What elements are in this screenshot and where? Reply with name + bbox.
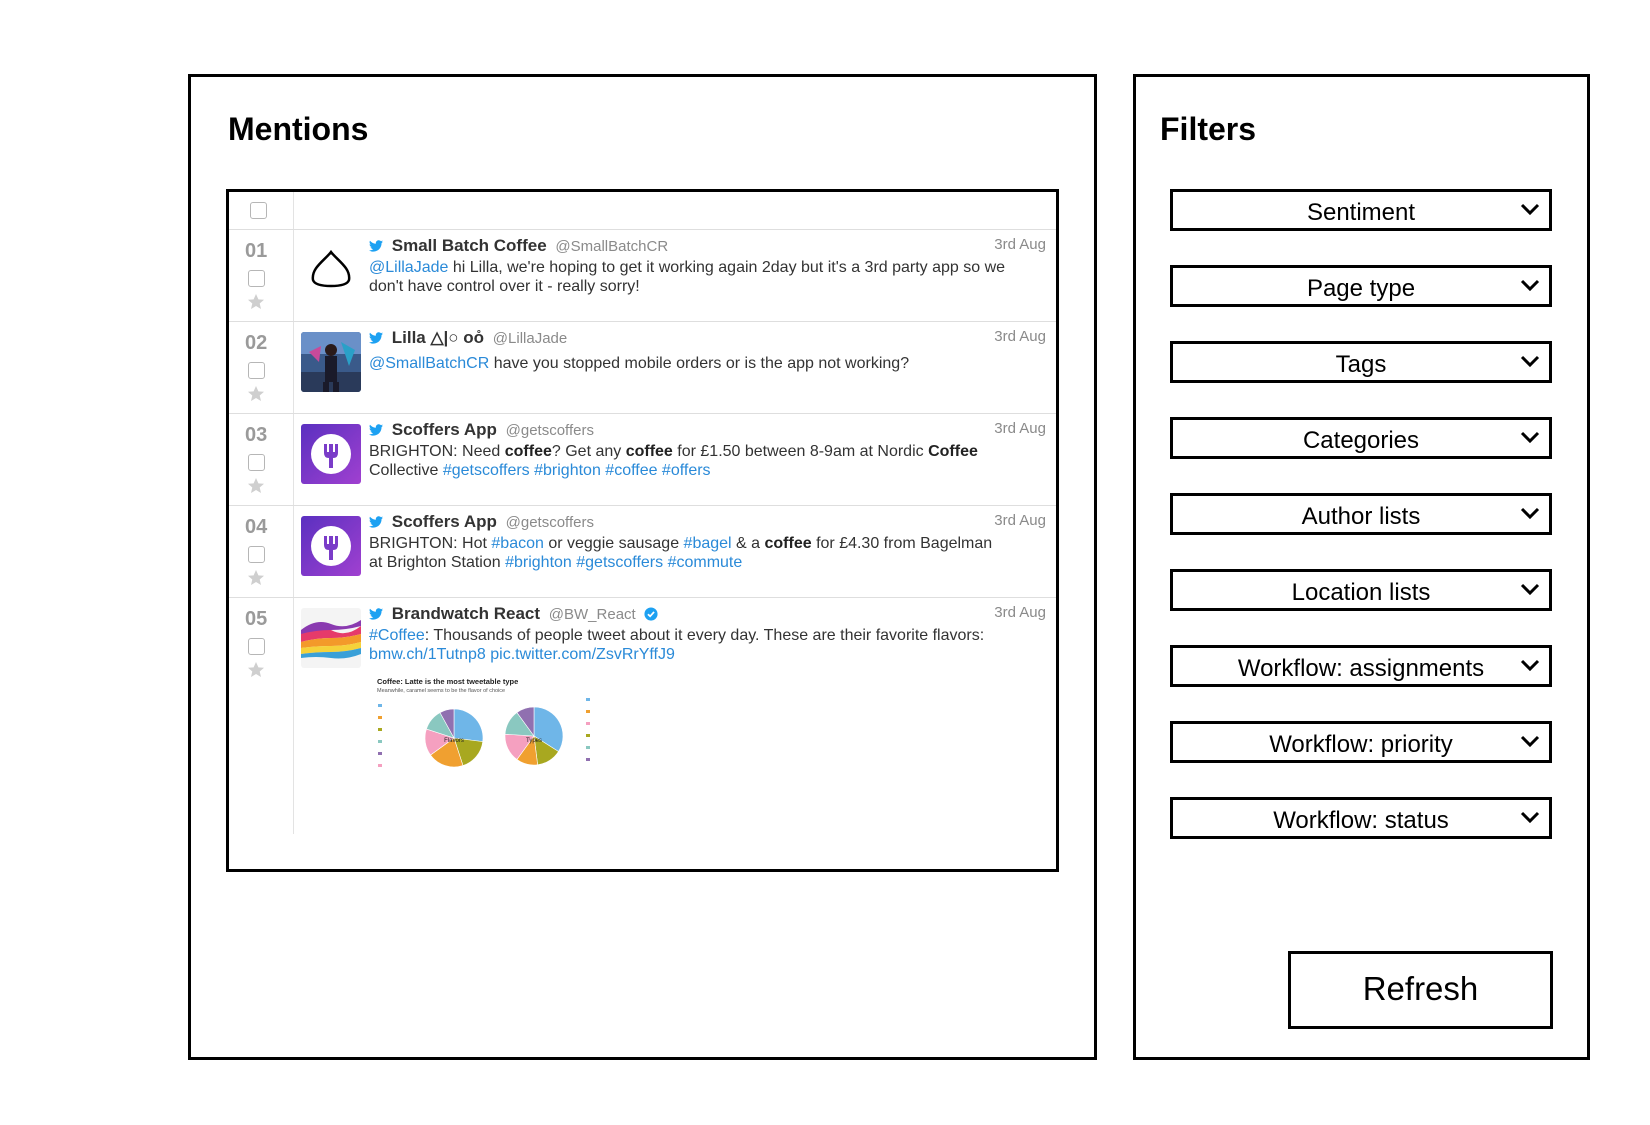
avatar — [301, 332, 361, 392]
author-lists-dropdown[interactable] — [1170, 493, 1552, 535]
mention-row[interactable] — [229, 414, 1056, 506]
tweet-fragment: for £1.50 between 8-9am at Nordic — [672, 443, 929, 460]
author-line — [369, 512, 594, 532]
chart-legend-right — [586, 698, 590, 761]
legend-swatch — [378, 728, 382, 731]
pie-slice — [454, 709, 483, 742]
legend-swatch — [586, 710, 590, 713]
row-number: 04 — [245, 516, 268, 538]
tweet-fragment: Collective — [369, 462, 443, 479]
select-all-checkbox[interactable] — [250, 202, 267, 219]
workflow-priority-dropdown[interactable] — [1170, 721, 1552, 763]
legend-swatch — [378, 752, 382, 755]
star-icon[interactable] — [246, 384, 266, 404]
tweet-fragment: & a — [731, 535, 765, 552]
mention-date: 3rd Aug — [994, 420, 1046, 437]
hashtag-link[interactable]: #bagel — [683, 535, 732, 552]
row-checkbox[interactable] — [248, 454, 265, 471]
twitter-bird-icon — [369, 608, 383, 620]
chevron-down-icon — [1519, 733, 1541, 749]
chevron-down-icon — [1519, 277, 1541, 293]
chart-subtitle: Meanwhile, caramel seems to be the flavor of choice — [377, 688, 506, 694]
filters-panel — [1133, 74, 1590, 1060]
tweet-fragment: BRIGHTON: Need — [369, 443, 505, 460]
mentions-list-inner — [229, 192, 1056, 834]
keyword-highlight: Coffee — [928, 443, 978, 460]
filters-title: Filters — [1160, 111, 1257, 147]
legend-swatch — [378, 740, 382, 743]
legend-swatch — [586, 722, 590, 725]
author-handle[interactable]: @getscoffers — [505, 422, 594, 439]
tweet-text — [369, 442, 1009, 480]
mentions-list — [226, 189, 1059, 872]
profile-photo-icon — [301, 332, 361, 392]
pie-chart — [374, 676, 614, 796]
tweet-body: hi Lilla, we're hoping to get it working again 2day but it's a 3rd party app so we don't have control over it - really sorry! — [369, 259, 1006, 295]
workflow-status-dropdown[interactable] — [1170, 797, 1552, 839]
embedded-chart-image[interactable] — [374, 676, 614, 796]
author-handle[interactable]: @LillaJade — [492, 330, 568, 347]
legend-swatch — [378, 716, 382, 719]
twitter-bird-icon — [369, 516, 383, 528]
mention-date: 3rd Aug — [994, 236, 1046, 253]
verified-badge-icon — [644, 607, 658, 621]
tweet-body: have you stopped mobile orders or is the app not working? — [489, 355, 910, 372]
row-number: 03 — [245, 424, 268, 446]
keyword-highlight: coffee — [764, 535, 812, 552]
row-number: 01 — [245, 240, 268, 262]
dropdown-label: Sentiment — [1306, 199, 1416, 226]
mention-row[interactable] — [229, 230, 1056, 322]
dropdown-label: Location lists — [1291, 579, 1431, 606]
chevron-down-icon — [1519, 505, 1541, 521]
list-header — [229, 192, 1056, 230]
legend-swatch — [586, 698, 590, 701]
url-links[interactable]: bmw.ch/1Tutnp8 pic.twitter.com/ZsvRrYffJ9 — [369, 646, 675, 663]
categories-dropdown[interactable] — [1170, 417, 1552, 459]
author-name[interactable]: Scoffers App — [391, 420, 497, 439]
scoffers-logo-icon — [301, 424, 361, 484]
brandwatch-react-logo-icon — [301, 608, 361, 668]
avatar — [301, 516, 361, 576]
avatar — [301, 424, 361, 484]
row-checkbox[interactable] — [248, 638, 265, 655]
location-lists-dropdown[interactable] — [1170, 569, 1552, 611]
dropdown-label: Workflow: status — [1273, 807, 1449, 834]
pie-label-types: Types — [525, 738, 543, 744]
author-line — [369, 328, 567, 348]
scoffers-logo-icon — [301, 516, 361, 576]
row-checkbox[interactable] — [248, 362, 265, 379]
row-number: 05 — [245, 608, 268, 630]
mention-link[interactable]: @SmallBatchCR — [369, 355, 490, 372]
tweet-fragment: ? Get any — [551, 443, 626, 460]
dropdown-label: Tags — [1335, 351, 1387, 378]
tweet-text — [369, 534, 1009, 572]
legend-swatch — [586, 734, 590, 737]
author-line — [369, 604, 658, 624]
author-name[interactable]: Lilla △|○ oo̊ — [391, 328, 485, 347]
twitter-bird-icon — [369, 240, 383, 252]
tweet-fragment: : Thousands of people tweet about it every day. These are their favorite flavors: — [424, 627, 985, 644]
mention-row[interactable] — [229, 322, 1056, 414]
tweet-fragment: for £4.30 from Bagelman at Brighton Station — [369, 535, 993, 571]
star-icon[interactable] — [246, 292, 266, 312]
pie-label-flavors: Flavors — [444, 738, 464, 744]
mention-date: 3rd Aug — [994, 328, 1046, 345]
mention-date: 3rd Aug — [994, 604, 1046, 621]
chevron-down-icon — [1519, 581, 1541, 597]
workflow-assignments-dropdown[interactable] — [1170, 645, 1552, 687]
author-name[interactable]: Brandwatch React — [391, 604, 541, 623]
twitter-bird-icon — [369, 332, 383, 344]
mention-link[interactable]: @LillaJade — [369, 259, 449, 276]
legend-swatch — [378, 704, 382, 707]
keyword-highlight: coffee — [625, 443, 673, 460]
author-handle[interactable]: @SmallBatchCR — [555, 238, 669, 255]
dropdown-label: Page type — [1306, 275, 1416, 302]
author-handle[interactable]: @BW_React — [548, 606, 636, 623]
author-name[interactable]: Scoffers App — [391, 512, 497, 531]
chart-legend-left — [378, 704, 382, 767]
avatar — [301, 240, 361, 300]
row-number: 02 — [245, 332, 268, 354]
tweet-fragment: or veggie sausage — [543, 535, 684, 552]
chevron-down-icon — [1519, 201, 1541, 217]
author-name[interactable]: Small Batch Coffee — [391, 236, 547, 255]
hashtag-link[interactable]: #bacon — [491, 535, 544, 552]
mention-date: 3rd Aug — [994, 512, 1046, 529]
row-checkbox[interactable] — [248, 270, 265, 287]
chevron-down-icon — [1519, 429, 1541, 445]
hashtag-link[interactable]: #Coffee — [369, 627, 425, 644]
dropdown-label: Categories — [1302, 427, 1420, 454]
tags-dropdown[interactable] — [1170, 341, 1552, 383]
row-checkbox[interactable] — [248, 546, 265, 563]
mention-row[interactable] — [229, 506, 1056, 598]
hashtag-links[interactable]: #brighton #getscoffers #commute — [505, 554, 743, 571]
tweet-text — [369, 354, 1009, 373]
chevron-down-icon — [1519, 353, 1541, 369]
tweet-text — [369, 258, 1009, 296]
tweet-text — [369, 626, 1009, 664]
author-handle[interactable]: @getscoffers — [505, 514, 594, 531]
mentions-title: Mentions — [228, 111, 369, 147]
legend-swatch — [586, 758, 590, 761]
dropdown-label: Author lists — [1301, 503, 1421, 530]
mentions-panel — [188, 74, 1097, 1060]
chevron-down-icon — [1519, 809, 1541, 825]
star-icon[interactable] — [246, 476, 266, 496]
mention-row[interactable] — [229, 598, 1056, 834]
keyword-highlight: coffee — [504, 443, 552, 460]
page-type-dropdown[interactable] — [1170, 265, 1552, 307]
legend-swatch — [586, 746, 590, 749]
avatar — [301, 608, 361, 668]
refresh-button[interactable]: Refresh — [1288, 951, 1553, 1029]
dropdown-label: Workflow: assignments — [1237, 655, 1485, 682]
sentiment-dropdown[interactable] — [1170, 189, 1552, 231]
chevron-down-icon — [1519, 657, 1541, 673]
tweet-fragment: BRIGHTON: Hot — [369, 535, 492, 552]
author-line — [369, 420, 594, 440]
author-line — [369, 236, 668, 256]
small-batch-logo-icon — [301, 240, 361, 300]
star-icon[interactable] — [246, 568, 266, 588]
hashtag-links[interactable]: #getscoffers #brighton #coffee #offers — [442, 462, 711, 479]
legend-swatch — [378, 764, 382, 767]
twitter-bird-icon — [369, 424, 383, 436]
dropdown-label: Workflow: priority — [1269, 731, 1453, 758]
chart-title: Coffee: Latte is the most tweetable type — [377, 677, 519, 686]
pie-types — [505, 707, 563, 765]
star-icon[interactable] — [246, 660, 266, 680]
